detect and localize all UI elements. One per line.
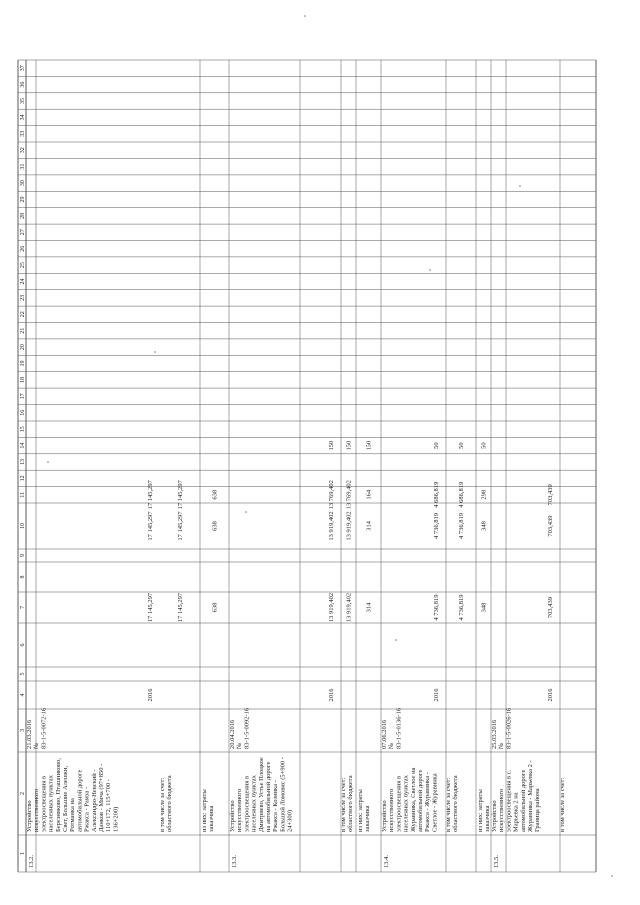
column-number: 31 — [20, 163, 26, 170]
row-name-line: населенных пунктах — [402, 775, 410, 832]
column-number: 19 — [20, 360, 26, 367]
row-name-line: 110+172, 115+700 - — [105, 779, 113, 832]
row-name-line: Светлое - Журавинка — [431, 773, 439, 832]
row-contract-line: 20.04.2016 — [229, 719, 236, 749]
cost-value-col10: 348 — [480, 521, 488, 531]
sub-value-col14: 50 — [458, 442, 465, 449]
row-contract-line: 83-1-5-0026-16 — [505, 707, 513, 749]
sub-value-col7: 17 145,297 — [177, 592, 184, 623]
value-col10: 17 145,297 — [147, 511, 154, 541]
row-name-line: автомобильной дороге — [76, 769, 84, 832]
cost-value-col14: 50 — [480, 442, 488, 449]
cost-row-label — [201, 789, 215, 832]
scan-speck — [245, 511, 247, 513]
column-number: 18 — [20, 376, 26, 383]
sub-row-label-line: в том числе за счет: — [445, 777, 452, 832]
row-name-line: Устройство — [229, 800, 236, 832]
row-year: 2016 — [147, 688, 154, 702]
row-number: 13.3. — [231, 855, 238, 868]
row-name-line: автомобильной дороге — [519, 769, 527, 832]
row-name-line: электроосвещения в с. — [505, 769, 513, 832]
row-name-line: автомобильной дороге — [417, 769, 424, 832]
sub-row-label — [159, 775, 173, 832]
column-number: 27 — [20, 229, 26, 236]
row-name-line: электроосвещения в — [395, 775, 403, 832]
row-name-line: электроосвещения в — [243, 775, 251, 832]
column-number: 20 — [20, 344, 26, 351]
sub-value-col14: 150 — [345, 440, 353, 451]
cost-value-col7: 348 — [480, 602, 488, 613]
column-number: 37 — [20, 65, 26, 72]
column-number: 21 — [20, 327, 26, 334]
row-name-line: искусственного — [388, 788, 396, 832]
row-year: 2016 — [328, 688, 335, 702]
row-name-line: Ржакса - Журавинка - — [424, 772, 432, 832]
row-contract-line: 25.03.2016 — [491, 719, 498, 749]
row-name-line: искусственного — [33, 788, 41, 832]
column-number: 4 — [20, 693, 26, 697]
row-contract — [381, 707, 402, 749]
row-name-line: Журавинка, Светлое на — [409, 767, 417, 832]
sub-row-label-line: областного бюджета — [452, 775, 460, 832]
cost-value-col14: 150 — [365, 440, 373, 451]
column-number: 5 — [20, 672, 26, 676]
sub-value-col11: 17 145,297 — [177, 480, 184, 510]
scan-speck — [47, 461, 49, 463]
row-contract-line: № — [388, 742, 396, 749]
row-name-line: Александро-Невский - — [90, 769, 98, 832]
value-col11: 703,439 — [547, 484, 554, 506]
column-number: 32 — [20, 147, 26, 154]
row-name-line: населенных пунктах — [47, 775, 55, 832]
table-body — [26, 441, 566, 868]
column-number: 29 — [20, 196, 26, 203]
sub-row-label-line: в том числе за счет: — [340, 777, 347, 832]
sub-value-col10: 4 736,819 — [458, 513, 465, 539]
scan-speck — [611, 875, 613, 877]
row-contract-line: 21.03.2016 — [26, 719, 33, 749]
value-col11: 13 769,402 — [328, 480, 335, 510]
row-name-line: Березняково, Пташниково, — [54, 758, 62, 832]
row-contract-line: 83-1-5-0136-16 — [395, 707, 403, 749]
row-contract — [491, 707, 512, 749]
value-col14: 50 — [433, 442, 440, 449]
scan-speck — [519, 185, 521, 187]
cost-value-col11: 164 — [365, 489, 373, 500]
value-col7: 17 145,297 — [147, 592, 154, 623]
column-number: 11 — [20, 491, 26, 498]
column-number: 10 — [20, 523, 26, 529]
sub-row-label-line: областного бюджета — [166, 775, 174, 832]
row-name — [381, 767, 438, 832]
value-col10: 13 919,402 — [328, 511, 335, 541]
column-number: 2 — [20, 792, 26, 795]
column-number: 17 — [20, 393, 26, 400]
column-number: 36 — [20, 81, 26, 88]
row-name-line: Журавинка - Марьевка 2 - — [527, 760, 534, 832]
cost-value-col10: 314 — [365, 521, 373, 531]
column-number: 6 — [20, 643, 26, 647]
column-number: 12 — [20, 475, 26, 482]
row-name-line: искусственного — [236, 788, 244, 832]
row-number: 13.2. — [28, 855, 35, 868]
row-year: 2016 — [547, 688, 554, 702]
row-name — [229, 757, 294, 832]
value-col10: 4 736,819 — [433, 513, 440, 539]
row-contract-line: № — [498, 742, 506, 749]
row-name-line: 24+300) — [286, 809, 294, 832]
sub-row-label — [559, 777, 566, 832]
row-name-line: Свет, Большие Алешки, — [62, 765, 69, 832]
cost-row-label-line: из них: затраты — [477, 789, 484, 832]
row-number: 13.4. — [383, 855, 390, 868]
row-name-line: Устройство — [26, 800, 33, 832]
sub-row-label-line: областного бюджета — [347, 775, 355, 832]
cost-value-col11: 298 — [480, 489, 488, 500]
row-contract — [229, 707, 250, 749]
sub-row-label-line: в том числе за счет: — [559, 777, 566, 832]
row-name-line: Ротманка на — [69, 798, 77, 832]
column-number: 9 — [20, 554, 26, 557]
row-name — [491, 760, 541, 832]
scan-speck — [429, 269, 431, 271]
column-number: 34 — [20, 114, 26, 121]
column-number: 1 — [20, 852, 26, 855]
column-number: 15 — [20, 426, 26, 433]
row-contract-line: 83-1-5-0072-16 — [40, 707, 48, 749]
cost-value-col10: 638 — [211, 521, 219, 531]
table-grid — [18, 60, 596, 872]
sub-value-col10: 17 145,297 — [177, 511, 184, 541]
column-number: 28 — [20, 212, 26, 219]
row-name-line: Данков - Мича (97+850 - — [98, 763, 105, 832]
value-col11: 17 145,297 — [147, 480, 154, 510]
value-col7: 4 736,819 — [433, 594, 440, 621]
row-name-line: Устройство — [381, 800, 388, 832]
sub-row-label — [340, 775, 354, 832]
column-number: 7 — [20, 606, 26, 609]
row-name-line: Устройство — [491, 800, 498, 832]
cost-value-col7: 638 — [211, 602, 219, 613]
row-name-line: на автомобильной дороге — [265, 761, 272, 832]
cost-row-label — [477, 789, 491, 832]
column-number: 25 — [20, 262, 26, 269]
value-col10: 703,439 — [547, 515, 554, 537]
row-name-line: Марьевка 2 на — [512, 792, 520, 832]
sub-value-col10: 13 919,402 — [345, 511, 353, 541]
row-name-line: искусственного — [498, 788, 506, 832]
column-number: 33 — [20, 130, 26, 137]
sub-value-col11: 4 686,819 — [458, 481, 465, 508]
row-name-line: населенных пунктах — [250, 775, 258, 832]
cost-row-label-line: заказчика — [208, 805, 216, 832]
column-number: 23 — [20, 294, 26, 301]
cost-row-label — [357, 789, 371, 832]
scan-speck — [154, 351, 156, 353]
sub-value-col7: 13 919,402 — [345, 592, 353, 623]
row-name-line: электроосвещения в — [40, 775, 48, 832]
scan-speck — [395, 639, 397, 641]
cost-row-label-line: из них: затраты — [357, 789, 364, 832]
sub-row-label-line: в том числе за счет: — [159, 777, 166, 832]
row-contract — [26, 707, 47, 749]
value-col7: 13 919,402 — [328, 592, 335, 623]
column-number: 8 — [20, 575, 26, 579]
cost-row-label-line: заказчика — [364, 805, 372, 832]
row-name — [26, 758, 119, 832]
row-contract-line: № — [236, 742, 244, 749]
sub-value-col7: 4 736,819 — [458, 594, 465, 621]
row-name-line: Ржакса - Рамза - — [83, 786, 91, 832]
row-name-line: 136+200) — [112, 806, 120, 832]
cost-value-col7: 314 — [365, 602, 373, 613]
value-col11: 4 686,819 — [433, 481, 440, 508]
column-number: 22 — [20, 311, 26, 318]
row-name-line: Дмитриево, Устье Плоцкое — [257, 757, 265, 832]
column-number: 16 — [20, 409, 26, 416]
column-number: 26 — [20, 245, 26, 252]
cost-row-label-line: заказчика — [484, 805, 492, 832]
cost-row-label-line: из них: затраты — [201, 789, 208, 832]
sub-value-col11: 13 769,402 — [345, 480, 353, 510]
scan-speck — [304, 15, 306, 17]
row-year: 2016 — [433, 688, 440, 702]
row-name-line: Большой Ломовис (5+900 - — [279, 757, 287, 832]
column-number: 24 — [20, 278, 26, 285]
row-contract-line: № — [33, 742, 41, 749]
value-col7: 703,439 — [547, 596, 554, 619]
cost-value-col11: 638 — [211, 489, 219, 500]
column-number: 35 — [20, 98, 26, 104]
row-name-line: Ржакса - Козинка - — [272, 780, 280, 832]
row-name-line: Граница района — [534, 788, 542, 832]
value-col14: 150 — [328, 440, 335, 451]
row-number: 13.5. — [493, 855, 500, 868]
column-number: 13 — [20, 459, 26, 465]
column-number: 14 — [20, 442, 26, 449]
sub-row-label — [445, 775, 459, 832]
row-contract-line: 07.06.2016 — [381, 719, 388, 749]
column-number: 3 — [20, 729, 26, 732]
row-contract-line: 83-1-5-0092-16 — [243, 707, 251, 749]
column-number: 30 — [20, 180, 26, 187]
